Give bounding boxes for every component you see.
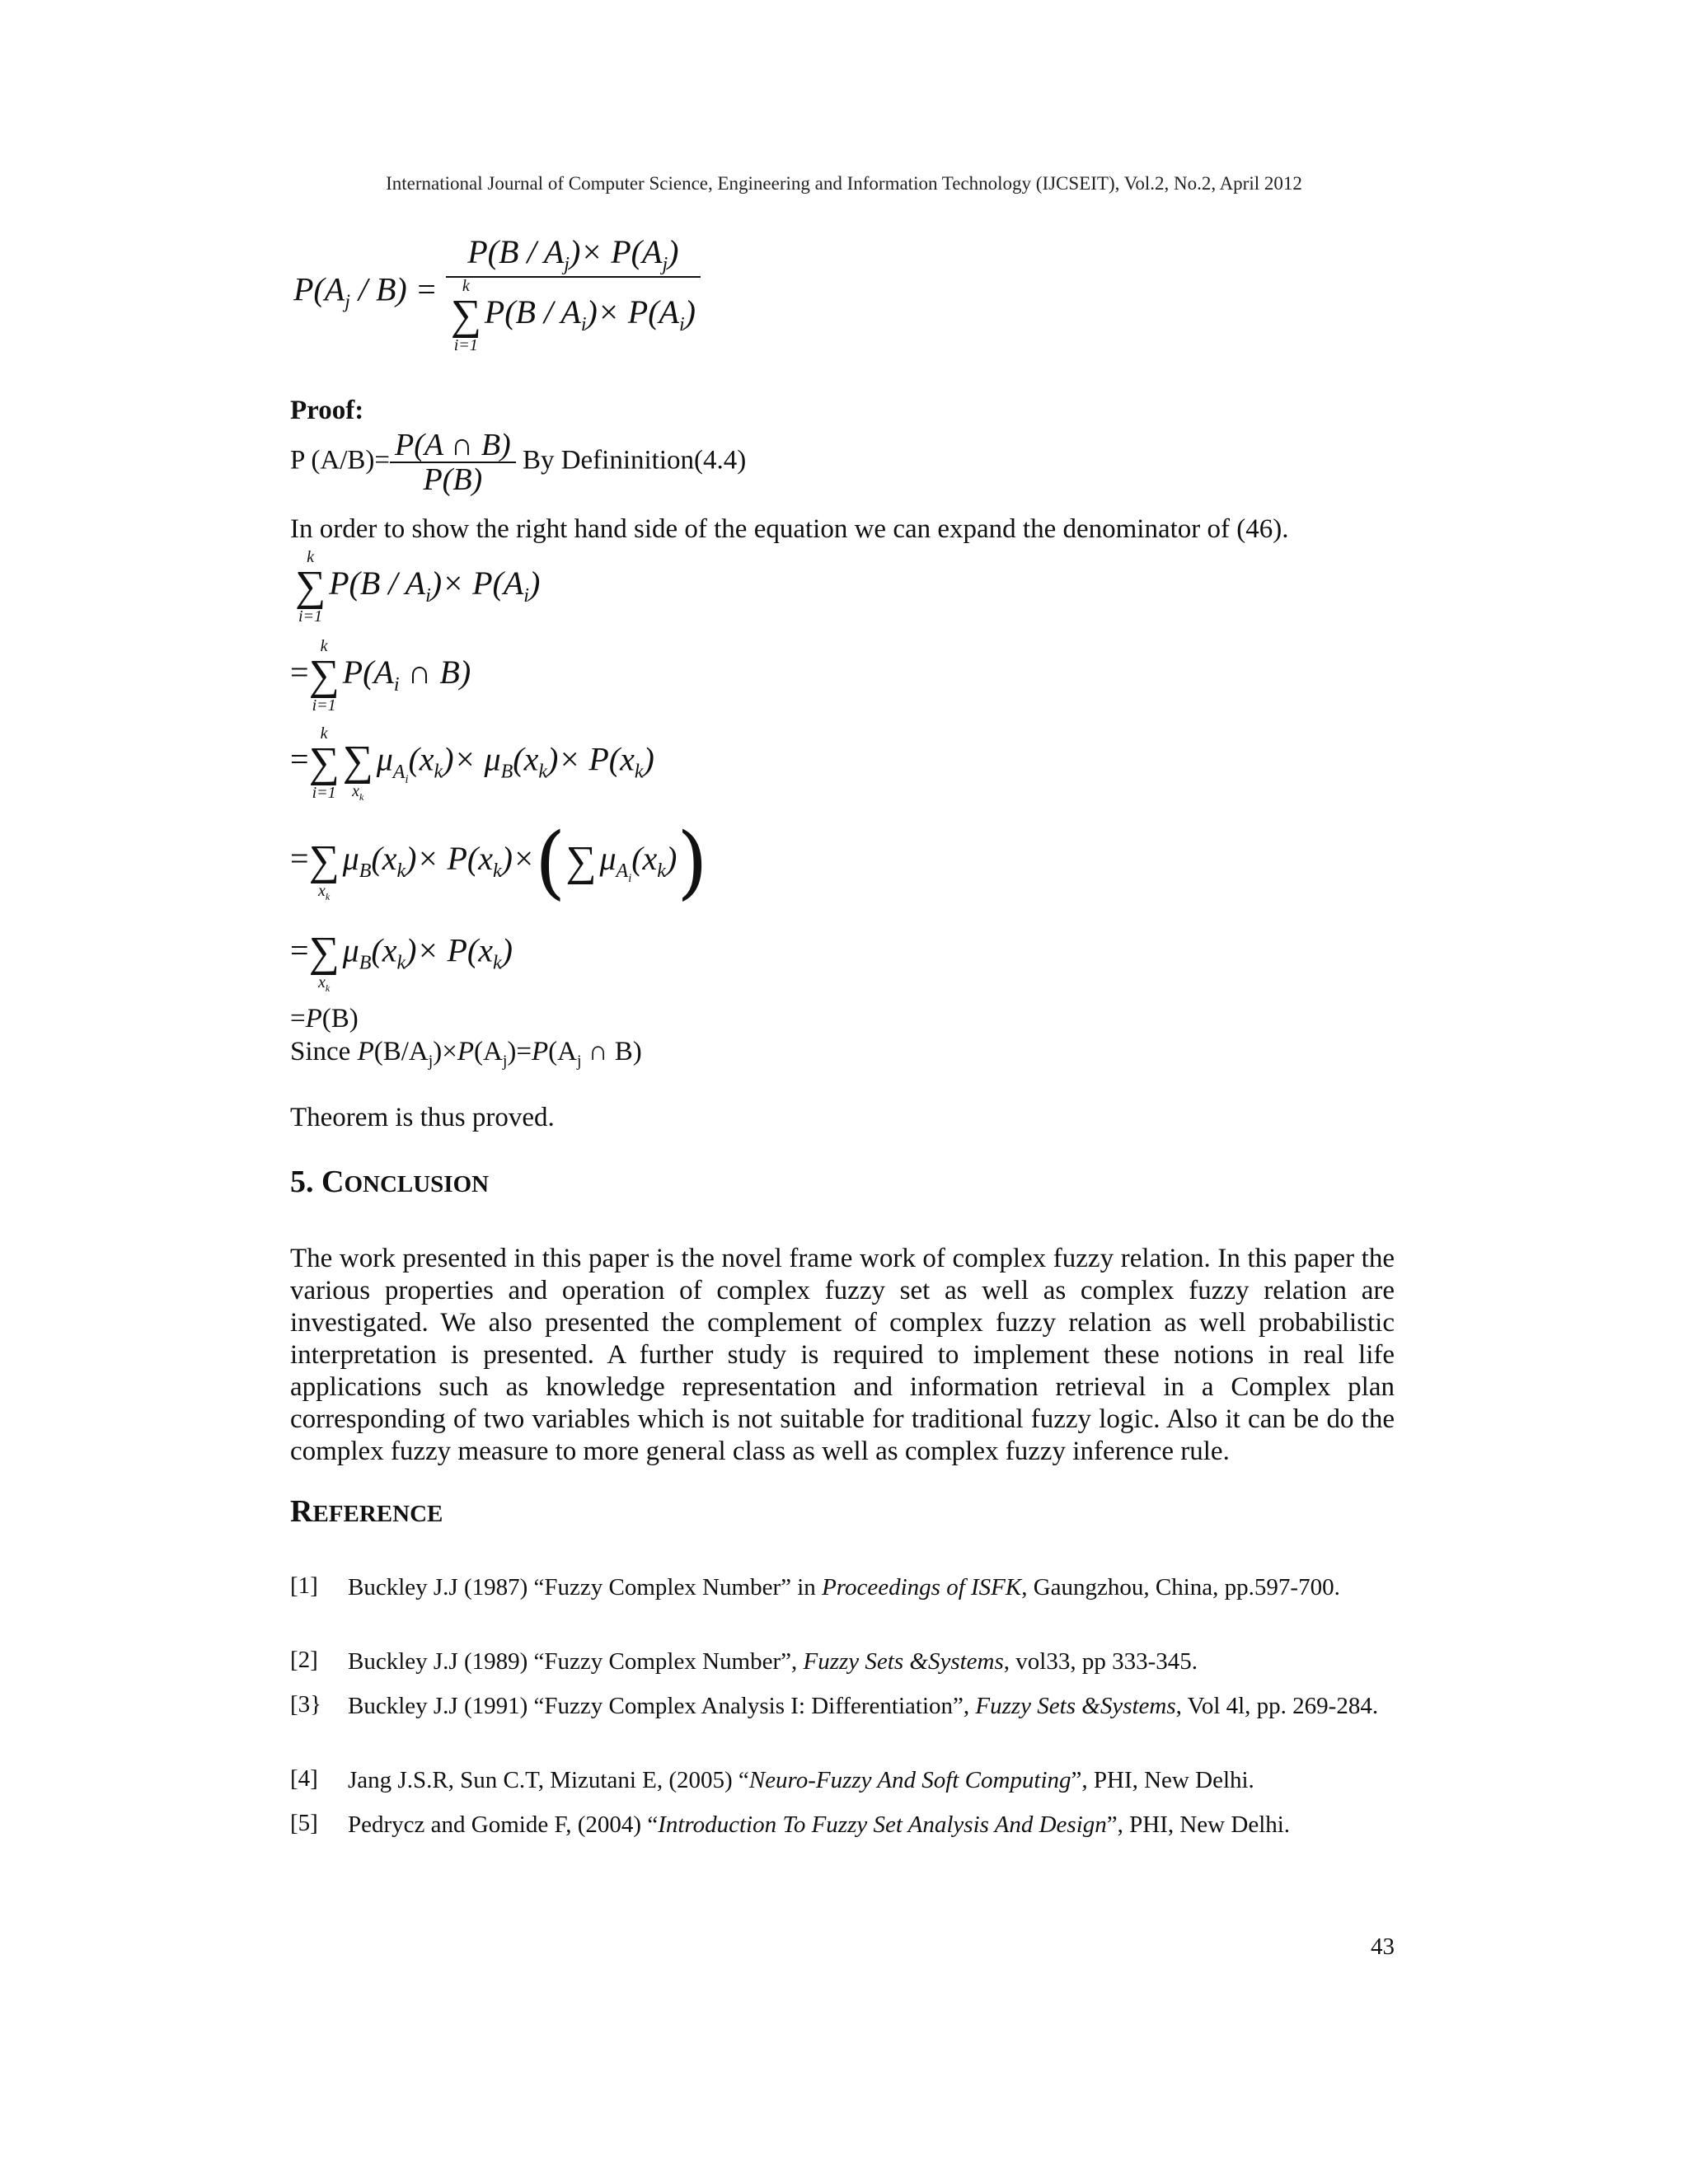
reference-number: [3} xyxy=(290,1691,322,1718)
journal-header: International Journal of Computer Science, Engineering and Information Technology (IJCSEIT), Vol.2, No.2, April 2012 xyxy=(386,173,1302,194)
reference-item: Buckley J.J (1991) “Fuzzy Complex Analysis I: Differentiation”, Fuzzy Sets &Systems, Vol 4l, pp. 269-284. xyxy=(348,1693,1379,1719)
derivation-step-3: = k ∑ i=1 ∑ $x_k$ $\mu_{A_i}(x_k)\times \mu_B(x_k)\times P(x_k)$ xyxy=(290,724,654,803)
conclusion-paragraph: The work presented in this paper is the novel frame work of complex fuzzy relation. In this paper the various properties and operation of complex fuzzy set as well as complex fuzzy relation are investigated. We also presented the complement of complex fuzzy relation as well probabilistic interpretation is presented. A further study is required to implement these notions in real life applications such as knowledge representation and information retrieval in a Complex plan corresponding of two variables which is not suitable for traditional fuzzy logic. Also it can be do the complex fuzzy measure to more general class as well as complex fuzzy inference rule. xyxy=(290,1244,1395,1466)
right-paren-icon: ) xyxy=(677,816,708,908)
derivation-step-2: = k ∑ i=1 $P(A_i$ ∩ B) xyxy=(290,637,471,715)
section-heading-conclusion: 5. CONCLUSION xyxy=(290,1165,490,1199)
summation-symbol: ∑ $x_k$ xyxy=(342,738,373,803)
summation-symbol: k ∑ i=1 xyxy=(308,637,340,715)
summation-symbol: ∑ $x_k$ xyxy=(308,837,340,902)
derivation-step-4: = ∑ $x_k$ $\mu_B(x_k)\times P(x_k)\times$( ∑ $\mu_{A_i}(x_k)$) xyxy=(290,816,708,908)
summation-symbol: k ∑ i=1 xyxy=(450,277,481,354)
derivation-result: =P(B) xyxy=(290,1004,359,1033)
theorem-equation: $P(A_j / B)$ = $P(B / A_j)\times P(A_j)$ k ∑ i=1 $P(B / A_i)\times P(A_i)$ xyxy=(293,232,701,354)
summation-symbol: ∑ $x_k$ xyxy=(308,929,340,994)
summation-symbol: ∑ xyxy=(565,838,597,885)
summation-symbol: k ∑ i=1 xyxy=(295,548,326,626)
reference-number: [2] xyxy=(290,1647,318,1673)
reference-item: Jang J.S.R, Sun C.T, Mizutani E, (2005) “Neuro-Fuzzy And Soft Computing”, PHI, New Delhi. xyxy=(348,1767,1254,1793)
proof-conclusion: Theorem is thus proved. xyxy=(290,1103,555,1132)
reference-item: Buckley J.J (1987) “Fuzzy Complex Number” in Proceedings of ISFK, Gaungzhou, China, pp.597-700. xyxy=(348,1574,1340,1601)
reference-number: [5] xyxy=(290,1810,318,1836)
left-paren-icon: ( xyxy=(534,816,566,908)
page-number: 43 xyxy=(1371,1933,1395,1960)
proof-line-1: P (A/B)= $\frac{P(A \cap B)}{P(B)}$ By Defininition(4.4) xyxy=(290,428,747,497)
summation-symbol: k ∑ i=1 xyxy=(308,724,340,802)
theorem-fraction: $P(B / A_j)\times P(A_j)$ k ∑ i=1 $P(B / A_i)\times P(A_i)$ xyxy=(446,232,701,354)
section-heading-references: REFERENCE xyxy=(290,1494,443,1529)
reference-number: [1] xyxy=(290,1572,318,1599)
reference-number: [4] xyxy=(290,1765,318,1792)
since-statement: Since $P(B/A_j)\times P(A_j)=P(A_j$ ∩ B) xyxy=(290,1037,642,1071)
reference-item: Buckley J.J (1989) “Fuzzy Complex Number”, Fuzzy Sets &Systems, vol33, pp 333-345. xyxy=(348,1648,1198,1675)
proof-title: Proof: xyxy=(290,396,364,425)
derivation-step-1: k ∑ i=1 $P(B / A_i)\times P(A_i)$ xyxy=(295,548,541,626)
derivation-step-5: = ∑ $x_k$ $\mu_B(x_k)\times P(x_k)$ xyxy=(290,915,513,993)
reference-item: Pedrycz and Gomide F, (2004) “Introduction To Fuzzy Set Analysis And Design”, PHI, New Delhi. xyxy=(348,1811,1291,1838)
proof-line-2: In order to show the right hand side of the equation we can expand the denominator of (46). xyxy=(290,514,1289,544)
